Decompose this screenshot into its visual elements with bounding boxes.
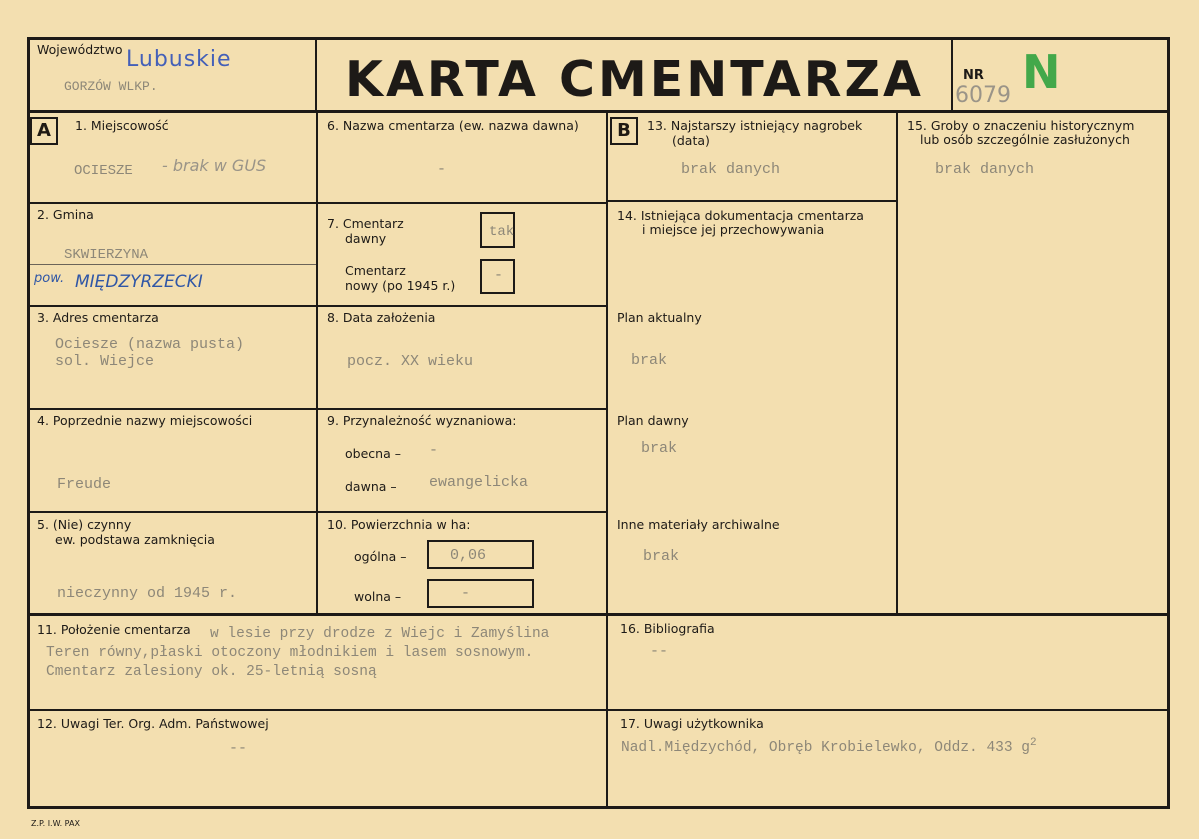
f14-label-1: 14. Istniejąca dokumentacja cmentarza (617, 208, 864, 223)
nr-value: N (1022, 45, 1061, 99)
f11-value-3: Cmentarz zalesiony ok. 25-letnią sosną (46, 664, 377, 680)
f12-label: 12. Uwagi Ter. Org. Adm. Państwowej (37, 716, 269, 731)
row-divider-col2-1 (316, 202, 608, 204)
wojewodztwo-typed: GORZÓW WLKP. (64, 79, 158, 94)
row-divider-2 (27, 305, 608, 307)
f13-label-2: (data) (672, 133, 710, 148)
f7-dawny-value: tak (489, 224, 515, 240)
border-top (27, 37, 1170, 40)
border-right (1167, 37, 1170, 809)
f2-label: 2. Gmina (37, 207, 94, 222)
f16-value: -- (650, 643, 669, 660)
f3-label: 3. Adres cmentarza (37, 310, 159, 325)
f17-label: 17. Uwagi użytkownika (620, 716, 764, 731)
f16-label: 16. Bibliografia (620, 621, 715, 636)
f15-label-2: lub osób szczególnie zasłużonych (920, 132, 1130, 147)
row-divider-1 (27, 202, 317, 204)
col-divider-a (316, 112, 318, 614)
row-divider-4 (27, 511, 608, 513)
f3-value-2: sol. Wiejce (55, 353, 155, 370)
f1-value: OCIESZE (74, 163, 133, 179)
header-divider-2 (951, 37, 953, 112)
f8-label: 8. Data założenia (327, 310, 436, 325)
f9-obecna-label: obecna – (345, 446, 401, 461)
nr-number: 6079 (955, 83, 1011, 108)
f13-value: brak danych (681, 161, 781, 178)
f13-label-1: 13. Najstarszy istniejący nagrobek (647, 118, 863, 133)
f2-hand-prefix: pow. (34, 271, 65, 286)
col-divider-c (896, 112, 898, 614)
f7-nowy-label-2: nowy (po 1945 r.) (345, 278, 456, 293)
f17-value-sup: 2 (1029, 737, 1037, 749)
f5-label-1: 5. (Nie) czynny (37, 517, 132, 532)
f11-value-1: w lesie przy drodze z Wiejc i Zamyślina (210, 626, 550, 642)
header-divider-1 (315, 37, 317, 112)
section-b-mark: B (610, 117, 638, 145)
f10-wolna-box (427, 579, 534, 608)
border-left (27, 37, 30, 809)
f17-value-text: Nadl.Międzychód, Obręb Krobielewko, Oddz. 433 g (621, 739, 1030, 756)
f2-value: SKWIERZYNA (64, 247, 149, 263)
f11-value-2: Teren równy,płaski otoczony młodnikiem i lasem sosnowym. (46, 645, 534, 661)
f8-value: pocz. XX wieku (347, 353, 474, 370)
wojewodztwo-stamp: Lubuskie (126, 47, 232, 72)
f6-label: 6. Nazwa cmentarza (ew. nazwa dawna) (327, 118, 579, 133)
border-bottom (27, 806, 1170, 809)
f10-ogolna-label: ogólna – (354, 549, 407, 564)
f1-label: 1. Miejscowość (75, 118, 169, 133)
row-divider-5 (27, 613, 1170, 616)
plan-aktualny-label: Plan aktualny (617, 310, 702, 325)
f15-value: brak danych (935, 161, 1035, 178)
inne-value: brak (643, 548, 680, 565)
f10-label: 10. Powierzchnia w ha: (327, 517, 471, 532)
plan-dawny-value: brak (641, 440, 678, 457)
page-title: KARTA CMENTARZA (345, 51, 924, 108)
f1-hand: - brak w GUS (162, 156, 267, 175)
wojewodztwo-label: Województwo (37, 42, 123, 57)
f2-hand: MIĘDZYRZECKI (75, 272, 203, 292)
nr-label: NR (963, 68, 984, 83)
f7-label-2: dawny (345, 231, 387, 246)
printer-note: Z.P. I.W. PAX (31, 819, 80, 828)
plan-aktualny-value: brak (631, 352, 668, 369)
f10-wolna-value: - (461, 585, 471, 602)
inne-label: Inne materiały archiwalne (617, 517, 780, 532)
f4-label: 4. Poprzednie nazwy miejscowości (37, 413, 253, 428)
row-divider-3 (27, 408, 608, 410)
f11-label: 11. Położenie cmentarza (37, 622, 191, 637)
f10-ogolna-value: 0,06 (450, 547, 487, 564)
f7-nowy-value: - (494, 267, 504, 284)
f14-label-2: i miejsce jej przechowywania (642, 222, 825, 237)
f4-value: Freude (57, 476, 112, 493)
plan-dawny-label: Plan dawny (617, 413, 689, 428)
f9-dawna-value: ewangelicka (429, 474, 529, 491)
f3-value-1: Ociesze (nazwa pusta) (55, 336, 245, 353)
f15-label-1: 15. Groby o znaczeniu historycznym (907, 118, 1135, 133)
header-bottom (27, 110, 1170, 113)
f7-label-1: 7. Cmentarz (327, 216, 404, 231)
f5-label-2: ew. podstawa zamknięcia (55, 532, 215, 547)
f9-obecna-value: - (429, 442, 439, 459)
row-divider-col3-1 (606, 200, 898, 202)
f10-wolna-label: wolna – (354, 589, 402, 604)
f9-dawna-label: dawna – (345, 479, 397, 494)
f5-value: nieczynny od 1945 r. (57, 585, 238, 602)
col-divider-b (606, 112, 608, 807)
section-a-mark: A (30, 117, 58, 145)
row-divider-6 (27, 709, 1170, 711)
f7-nowy-label-1: Cmentarz (345, 263, 406, 278)
f17-value (621, 733, 1037, 758)
f9-label: 9. Przynależność wyznaniowa: (327, 413, 517, 428)
f6-value: - (437, 161, 447, 178)
f12-value: -- (229, 740, 248, 757)
